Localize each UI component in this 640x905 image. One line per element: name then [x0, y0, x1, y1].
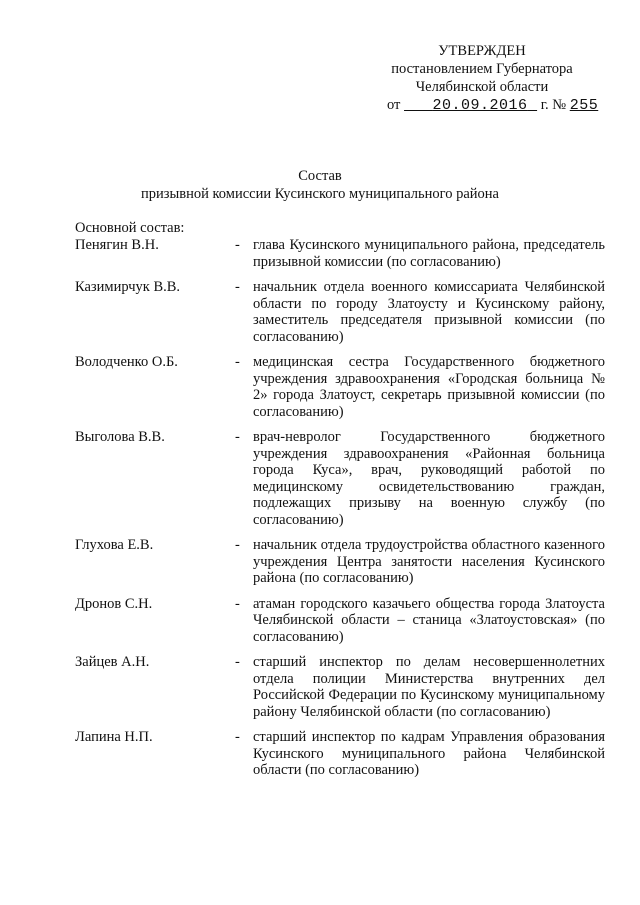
member-dash: - [235, 279, 240, 295]
member-role: глава Кусинского муниципального района, председатель призывной комиссии (по согласованию) [253, 237, 605, 270]
member-name: Казимирчук В.В. [75, 279, 181, 295]
member-role: старший инспектор по делам несовершеннолетних отдела полиции Министерства внутренних дел Российской Федерации по Кусинскому муниципальному району Челябинской области (по согласованию) [253, 654, 605, 720]
list-item [75, 237, 605, 270]
document-title [0, 167, 640, 203]
member-name: Володченко О.Б. [75, 354, 178, 370]
list-item [75, 279, 605, 345]
member-dash: - [235, 237, 240, 253]
member-role: начальник отдела трудоустройства областного казенного учреждения Центра занятости населения Кусинского района (по согласованию) [253, 537, 605, 586]
member-dash: - [235, 654, 240, 670]
list-item [75, 729, 605, 779]
list-item [75, 654, 605, 720]
list-item [75, 429, 605, 528]
document-title-line2: призывной комиссии Кусинского муниципального района [141, 186, 499, 202]
member-name: Дронов С.Н. [75, 595, 153, 612]
approval-date-line [372, 96, 599, 115]
section-label: Основной состав: [75, 220, 185, 236]
member-name: Зайцев А.Н. [75, 654, 150, 670]
member-dash: - [235, 537, 240, 553]
member-dash: - [235, 729, 240, 745]
member-role: начальник отдела военного комиссариата Челябинской области по городу Златоусту и Кусинскому району, заместитель председателя призывной комиссии (по согласованию) [253, 279, 605, 345]
member-role: атаман городского казачьего общества города Златоуста Челябинской области – станица «Златоустовская» (по согласованию) [253, 595, 605, 645]
member-role: старший инспектор по кадрам Управления образования Кусинского муниципального района Челябинской области (по согласованию) [253, 729, 605, 778]
approval-title: УТВЕРЖДЕН [438, 43, 526, 59]
list-item [75, 354, 605, 420]
members-list [75, 237, 605, 788]
approval-line-region: Челябинской области [415, 79, 549, 95]
decree-number: 255 [569, 97, 599, 114]
member-name: Пенягин В.Н. [75, 237, 159, 253]
list-item [75, 596, 605, 646]
member-dash: - [235, 429, 240, 445]
date-suffix: г. № [540, 97, 567, 113]
date-value: 20.09.2016 [432, 97, 528, 114]
member-name: Лапина Н.П. [75, 729, 153, 745]
document-title-line1: Состав [298, 168, 342, 184]
member-dash: - [235, 354, 240, 370]
member-role: медицинская сестра Государственного бюджетного учреждения здравоохранения «Городская больница № 2» города Златоуст, секретарь призывной комиссии (по согласованию) [253, 354, 605, 420]
date-prefix: от [387, 97, 401, 113]
approval-stamp-block [372, 42, 599, 115]
member-name: Глухова Е.В. [75, 537, 154, 553]
member-name: Выголова В.В. [75, 429, 165, 445]
member-role: врач-невролог Государственного бюджетного учреждения здравоохранения «Районная больница города Куса», врач, руководящий работой по медицинскому освидетельствованию граждан, подлежащих призыву на военную службу (по согласованию) [253, 429, 605, 528]
approval-line-decree: постановлением Губернатора [391, 61, 573, 77]
member-dash: - [235, 595, 240, 612]
list-item [75, 537, 605, 587]
